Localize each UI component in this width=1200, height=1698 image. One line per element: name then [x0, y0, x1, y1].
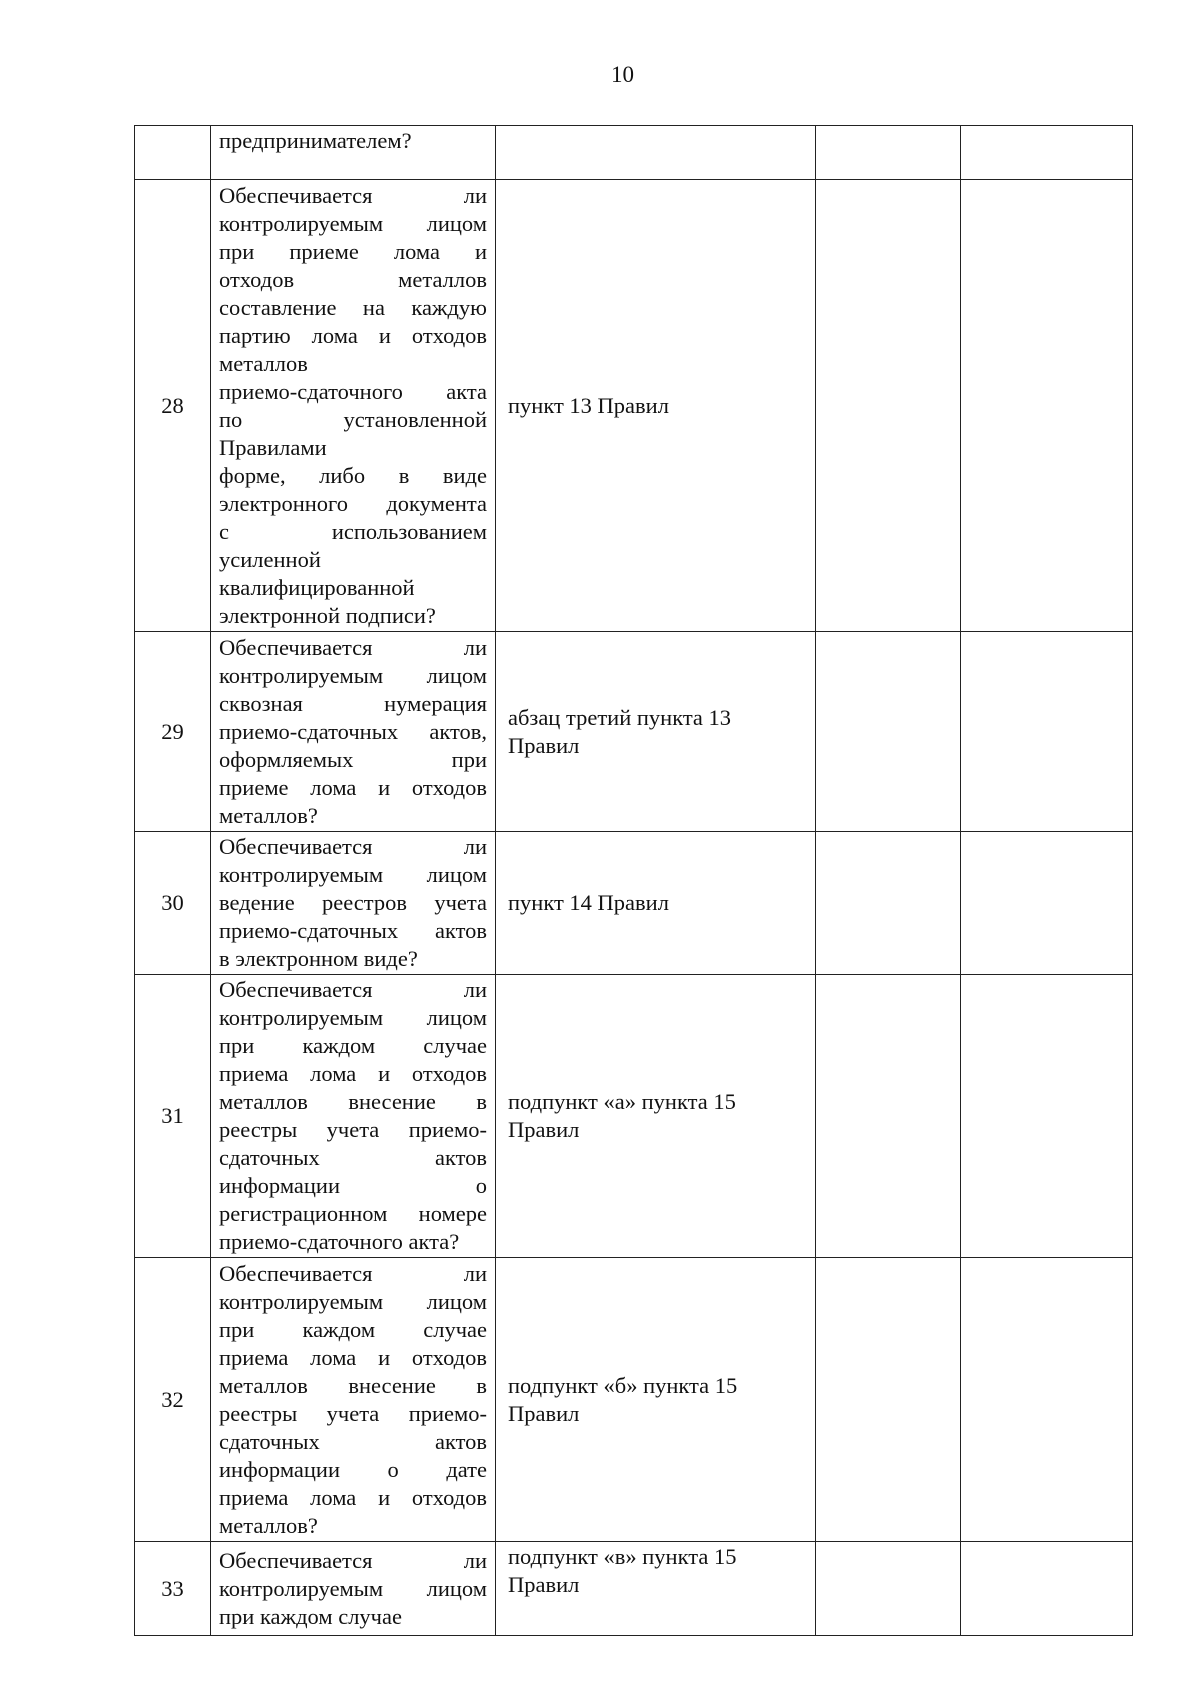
legal-reference: подпункт «б» пункта 15 Правил	[496, 1258, 816, 1542]
question-line: при каждом случае	[219, 1603, 402, 1629]
question-line: электронного документа	[219, 490, 487, 516]
question-line: в электронном виде?	[219, 946, 418, 971]
answer-cell	[816, 126, 961, 180]
question-cell	[211, 180, 496, 632]
question-line: приеме лома и отходов	[219, 774, 487, 800]
note-cell	[961, 126, 1133, 180]
note-cell	[961, 1258, 1133, 1542]
page-number: 10	[611, 62, 634, 87]
row-number: 33	[135, 1542, 211, 1636]
question-cell	[211, 975, 496, 1258]
question-line: контролируемым лицом	[219, 662, 487, 688]
table-row	[135, 180, 1133, 632]
question-line: приема лома и отходов	[219, 1061, 487, 1086]
answer-cell	[816, 1542, 961, 1636]
question-line: Обеспечивается ли	[219, 634, 487, 660]
question-line: Правилами	[219, 434, 327, 460]
question-line: приема лома и отходов	[219, 1484, 487, 1510]
table-row	[135, 126, 1133, 180]
question-line: сквозная нумерация	[219, 690, 487, 716]
question-line: контролируемым лицом	[219, 1288, 487, 1314]
question-line: металлов?	[219, 1512, 318, 1538]
question-line: контролируемым лицом	[219, 1005, 487, 1030]
question-line: электронной подписи?	[219, 602, 436, 628]
legal-reference: абзац третий пункта 13 Правил	[496, 632, 816, 832]
answer-cell	[816, 180, 961, 632]
question-line: Обеспечивается ли	[219, 1547, 487, 1573]
question-line: реестры учета приемо-	[219, 1117, 487, 1142]
row-number: 30	[135, 832, 211, 975]
question-cell	[211, 632, 496, 832]
question-line: ведение реестров учета	[219, 890, 487, 915]
question-line: приемо-сдаточных актов,	[219, 718, 487, 744]
note-cell	[961, 632, 1133, 832]
question-line: при приеме лома и	[219, 238, 487, 264]
note-cell	[961, 180, 1133, 632]
question-line: металлов?	[219, 802, 318, 828]
legal-reference: подпункт «в» пункта 15 Правил	[496, 1542, 816, 1636]
question-line: контролируемым лицом	[219, 210, 487, 236]
question-line: оформляемых при	[219, 746, 487, 772]
answer-cell	[816, 975, 961, 1258]
question-line: приемо-сдаточных актов	[219, 918, 487, 943]
question-line: Обеспечивается ли	[219, 182, 487, 208]
question-line: предпринимателем?	[219, 128, 412, 153]
question-line: металлов внесение в	[219, 1089, 487, 1114]
table-row	[135, 832, 1133, 975]
question-line: по установленной	[219, 406, 487, 432]
question-line: информации о	[219, 1173, 487, 1198]
note-cell	[961, 1542, 1133, 1636]
question-line: Обеспечивается ли	[219, 834, 487, 859]
question-line: с использованием	[219, 518, 487, 544]
legal-reference: пункт 14 Правил	[496, 832, 816, 975]
question-line: составление на каждую	[219, 294, 487, 320]
row-number: 31	[135, 975, 211, 1258]
question-line: реестры учета приемо-	[219, 1400, 487, 1426]
question-line: приемо-сдаточного акта?	[219, 1229, 460, 1254]
question-line: Обеспечивается ли	[219, 1260, 487, 1286]
checklist-table	[134, 125, 1133, 1636]
question-line: квалифицированной	[219, 574, 415, 600]
row-number: 28	[135, 180, 211, 632]
question-line: сдаточных актов	[219, 1428, 487, 1454]
question-line: сдаточных актов	[219, 1145, 487, 1170]
question-line: регистрационном номере	[219, 1201, 487, 1226]
answer-cell	[816, 832, 961, 975]
question-cell	[211, 832, 496, 975]
legal-reference: подпункт «а» пункта 15 Правил	[496, 975, 816, 1258]
answer-cell	[816, 1258, 961, 1542]
row-number: 29	[135, 632, 211, 832]
question-line: металлов	[219, 350, 308, 376]
question-line: контролируемым лицом	[219, 862, 487, 887]
question-line: приема лома и отходов	[219, 1344, 487, 1370]
row-number: 32	[135, 1258, 211, 1542]
question-line: металлов внесение в	[219, 1372, 487, 1398]
question-line: контролируемым лицом	[219, 1575, 487, 1601]
legal-reference: пункт 13 Правил	[496, 180, 816, 632]
table-row	[135, 1258, 1133, 1542]
question-cell	[211, 1542, 496, 1636]
checklist-table-body	[135, 126, 1133, 1636]
question-cell	[211, 1258, 496, 1542]
question-cell	[211, 126, 496, 180]
question-line: усиленной	[219, 546, 321, 572]
question-line: отходов металлов	[219, 266, 487, 292]
question-line: Обеспечивается ли	[219, 977, 487, 1002]
answer-cell	[816, 632, 961, 832]
question-line: партию лома и отходов	[219, 322, 487, 348]
question-line: при каждом случае	[219, 1316, 487, 1342]
question-line: форме, либо в виде	[219, 462, 487, 488]
question-line: приемо-сдаточного акта	[219, 378, 487, 404]
note-cell	[961, 832, 1133, 975]
note-cell	[961, 975, 1133, 1258]
row-number	[135, 126, 211, 180]
question-line: информации о дате	[219, 1456, 487, 1482]
question-line: при каждом случае	[219, 1033, 487, 1058]
legal-reference	[496, 126, 816, 180]
table-row	[135, 1542, 1133, 1636]
table-row	[135, 632, 1133, 832]
table-row	[135, 975, 1133, 1258]
